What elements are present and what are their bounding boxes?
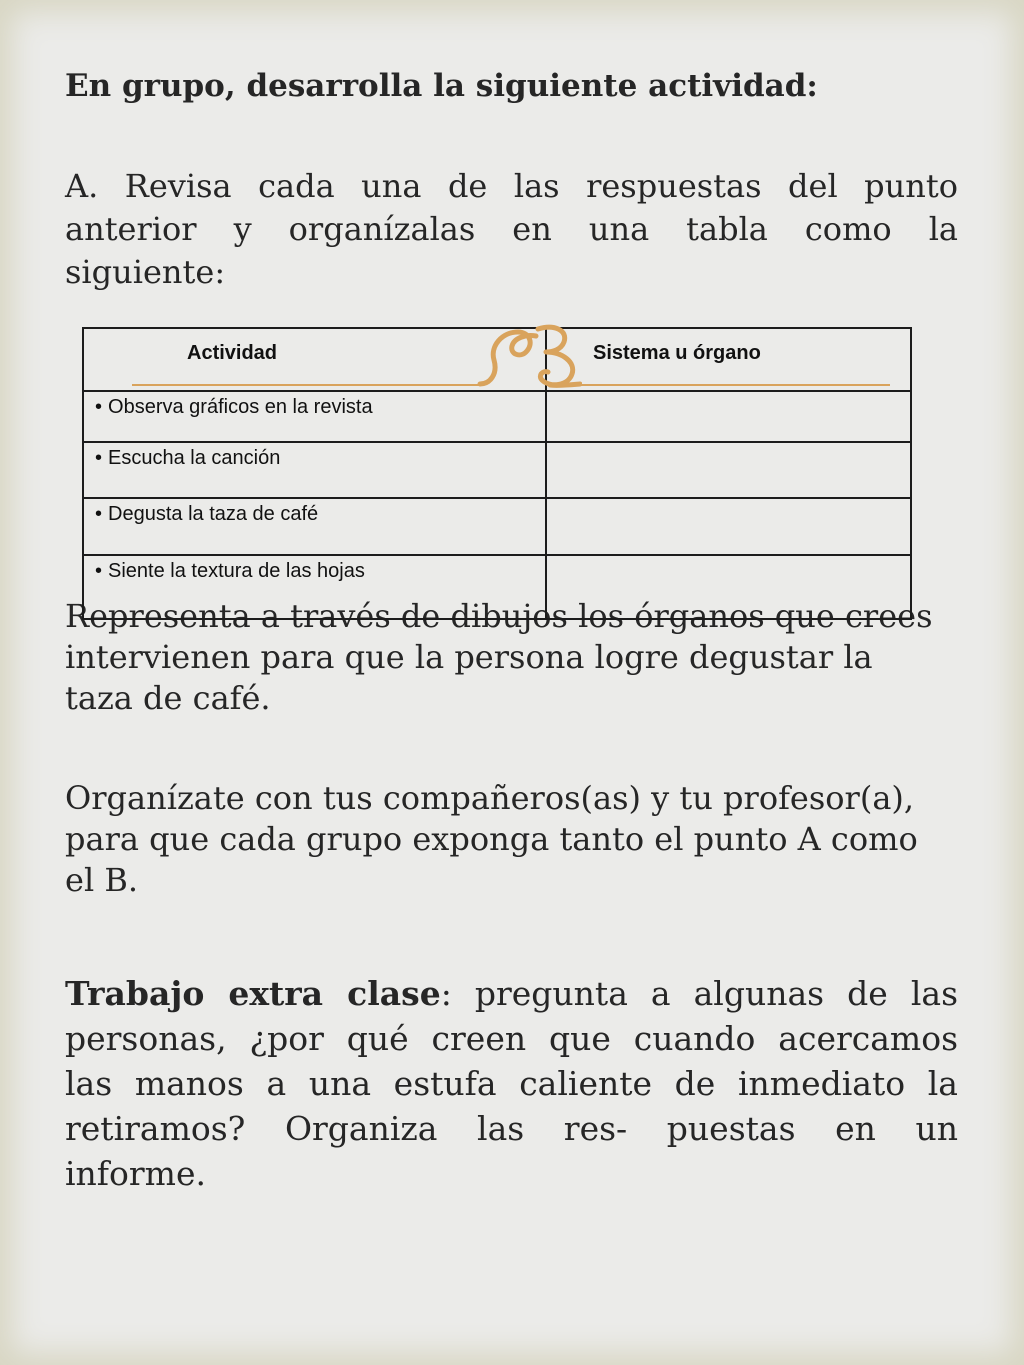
part-a-line: siguiente: [65, 253, 226, 291]
extra-work-label: Trabajo extra clase [65, 974, 441, 1013]
system-cell [546, 442, 911, 498]
slide-heading: En grupo, desarrolla la siguiente actividad: [65, 68, 818, 104]
extra-work-line [65, 971, 958, 1016]
activity-text: Escucha la canción [108, 447, 281, 469]
part-b-line: intervienen para que la persona logre degustar la [65, 638, 873, 676]
activity-text: Siente la textura de las hojas [108, 560, 365, 582]
bullet: • [95, 447, 103, 469]
part-b-line: taza de café. [65, 679, 271, 717]
table-row [83, 498, 911, 555]
extra-work-line: personas, ¿por qué creen que cuando acercamos [65, 1019, 958, 1058]
table-row [83, 391, 911, 442]
header-system-organ: Sistema u órgano [546, 328, 911, 391]
gold-divider-right [560, 384, 890, 386]
activity-cell [83, 391, 546, 442]
group-instruction-paragraph [65, 778, 958, 901]
activity-cell [83, 555, 546, 619]
part-b-line: Representa a través de dibujos los órganos que crees [65, 597, 933, 635]
table-row [83, 555, 911, 619]
extra-work-first-line-text: : pregunta a algunas de las [440, 974, 959, 1013]
ornament-icon [476, 322, 582, 390]
system-cell [546, 498, 911, 555]
part-a-line: anterior y organízalas en una tabla como la [65, 210, 958, 248]
activity-text: Observa gráficos en la revista [108, 396, 373, 418]
activity-cell [83, 498, 546, 555]
part-a-paragraph [65, 165, 958, 294]
extra-work-line: las manos a una estufa caliente de inmediato la [65, 1064, 958, 1103]
system-cell [546, 555, 911, 619]
activity-cell [83, 442, 546, 498]
table-row [83, 442, 911, 498]
part-c-line: el B. [65, 861, 139, 899]
bullet: • [95, 396, 103, 418]
part-c-line: Organízate con tus compañeros(as) y tu profesor(a), [65, 779, 915, 817]
bullet: • [95, 560, 103, 582]
activity-text: Degusta la taza de café [108, 503, 319, 525]
part-c-line: para que cada grupo exponga tanto el punto A como [65, 820, 918, 858]
extra-work-line: informe. [65, 1154, 206, 1193]
extra-work-paragraph [65, 971, 958, 1196]
bullet: • [95, 503, 103, 525]
extra-work-line: retiramos? Organiza las res- puestas en un [65, 1109, 958, 1148]
part-a-line: A. Revisa cada una de las respuestas del punto [65, 167, 958, 205]
system-cell [546, 391, 911, 442]
header-activity: Actividad [83, 328, 546, 391]
gold-divider-left [132, 384, 480, 386]
